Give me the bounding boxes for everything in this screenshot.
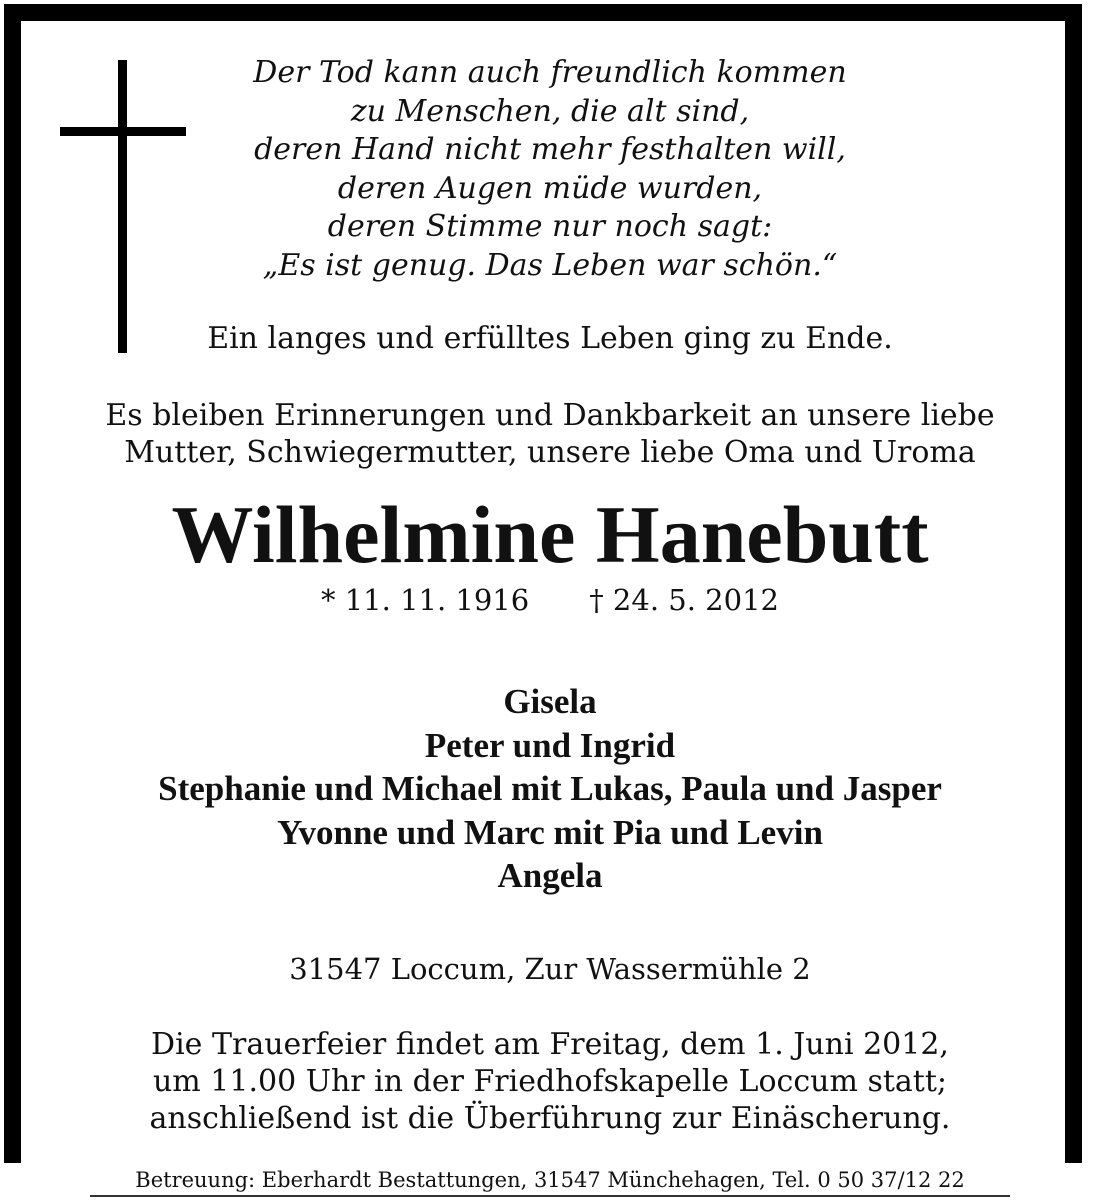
family-line: Angela — [497, 856, 603, 895]
poem-line: deren Augen müde wurden, — [337, 170, 763, 206]
birth-date: * 11. 11. 1916 — [321, 583, 530, 617]
intro-line: Es bleiben Erinnerungen und Dankbarkeit an unsere liebe — [105, 398, 995, 433]
closing-line: Ein langes und erfülltes Leben ging zu Ende. — [207, 321, 893, 356]
ceremony-line: Die Trauerfeier findet am Freitag, dem 1. Juni 2012, — [151, 1027, 949, 1062]
family-line: Stephanie und Michael mit Lukas, Paula und Jasper — [158, 769, 942, 808]
footer-rule — [90, 1195, 1010, 1197]
poem-line: deren Stimme nur noch sagt: — [327, 209, 773, 245]
poem-line: deren Hand nicht mehr festhalten will, — [254, 132, 846, 168]
address: 31547 Loccum, Zur Wassermühle 2 — [289, 952, 811, 986]
ceremony-line: um 11.00 Uhr in der Friedhofskapelle Loccum statt; — [152, 1064, 948, 1099]
poem-line: zu Menschen, die alt sind, — [350, 93, 750, 129]
cross-icon — [118, 60, 127, 353]
intro-line: Mutter, Schwiegermutter, unsere liebe Oma und Uroma — [124, 435, 976, 470]
life-dates — [40, 582, 1060, 618]
poem — [200, 54, 900, 286]
family-line: Peter und Ingrid — [424, 725, 676, 765]
deceased-name: Wilhelmine Hanebutt — [171, 489, 929, 580]
cross-icon-bar — [60, 127, 186, 136]
family-list — [40, 680, 1060, 898]
ceremony-info — [40, 1026, 1060, 1137]
intro-text — [40, 397, 1060, 471]
ceremony-line: anschließend ist die Überführung zur Einäscherung. — [149, 1101, 951, 1136]
family-line: Yvonne und Marc mit Pia und Levin — [277, 812, 823, 852]
poem-line: „Es ist genug. Das Leben war schön.“ — [262, 247, 838, 283]
death-date: † 24. 5. 2012 — [589, 583, 779, 617]
family-line: Gisela — [503, 682, 597, 721]
footer-text: Betreuung: Eberhardt Bestattungen, 31547 Münchehagen, Tel. 0 50 37/12 22 — [135, 1168, 965, 1192]
poem-line: Der Tod kann auch freundlich kommen — [253, 55, 847, 90]
